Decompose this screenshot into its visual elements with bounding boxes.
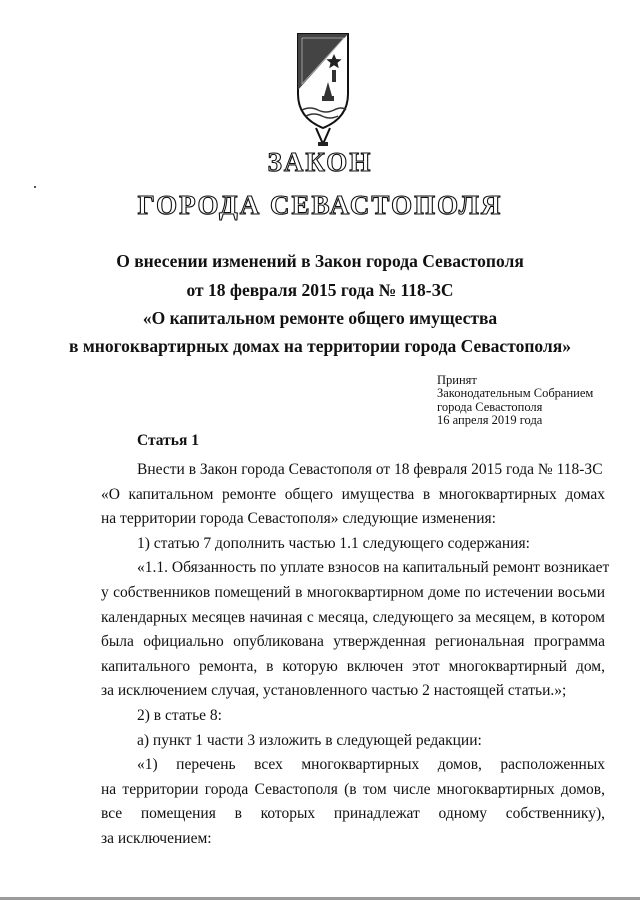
law-title: ЗАКОН [267, 147, 373, 177]
adoption-note [437, 374, 593, 428]
paragraph-line: «О капитальном ремонте общего имущества в многоквартирных домах [101, 485, 605, 503]
sevastopol-coat-of-arms-icon [294, 30, 352, 150]
paragraph-line: 2) в статье 8: [137, 706, 222, 724]
paragraph-line: «1) перечень всех многоквартирных домов, расположенных [137, 756, 605, 774]
adoption-note-line: Законодательным Собранием [437, 386, 594, 401]
scan-speck [34, 186, 36, 188]
adoption-date: 16 апреля 2019 года [437, 413, 543, 428]
paragraph-line: календарных месяцев начиная с месяца, следующего за месяцем, в котором [101, 608, 605, 626]
paragraph-line: «1.1. Обязанность по уплате взносов на капитальный ремонт возникает [137, 559, 610, 577]
paragraph-line: на территории города Севастополя» следующие изменения: [101, 510, 496, 528]
law-subtitle: ГОРОДА СЕВАСТОПОЛЯ [137, 190, 503, 220]
subject-line: в многоквартирных домах на территории города Севастополя» [69, 336, 571, 356]
adoption-note-line: Принят [437, 373, 477, 387]
paragraph-line: была официально опубликована утвержденная региональная программа [101, 633, 605, 651]
subject-line: «О капитальном ремонте общего имущества [142, 308, 498, 328]
adoption-note-line: города Севастополя [437, 399, 543, 414]
article-body [101, 458, 610, 852]
scan-bottom-edge [0, 897, 640, 900]
paragraph-line: а) пункт 1 части 3 изложить в следующей редакции: [137, 731, 482, 749]
paragraph-line: за исключением: [101, 829, 212, 847]
paragraph-line: все помещения в которых принадлежат одному собственнику), [101, 805, 605, 823]
paragraph-line: 1) статью 7 дополнить частью 1.1 следующего содержания: [137, 534, 530, 552]
article-heading: Статья 1 [137, 432, 199, 449]
paragraph-line: за исключением случая, установленного частью 2 настоящей статьи.»; [101, 682, 567, 700]
paragraph-line: у собственников помещений в многоквартирном доме по истечении восьми [101, 583, 605, 601]
subject-line: О внесении изменений в Закон города Севастополя [116, 251, 524, 271]
subject-line: от 18 февраля 2015 года № 118-ЗС [186, 280, 454, 300]
paragraph-line: Внести в Закон города Севастополя от 18 февраля 2015 года № 118-ЗС [137, 461, 603, 478]
paragraph-line: на территории города Севастополя (в том числе многоквартирных домов, [101, 780, 605, 798]
paragraph-line: капитального ремонта, в которую включен этот многоквартирный дом, [101, 657, 605, 675]
